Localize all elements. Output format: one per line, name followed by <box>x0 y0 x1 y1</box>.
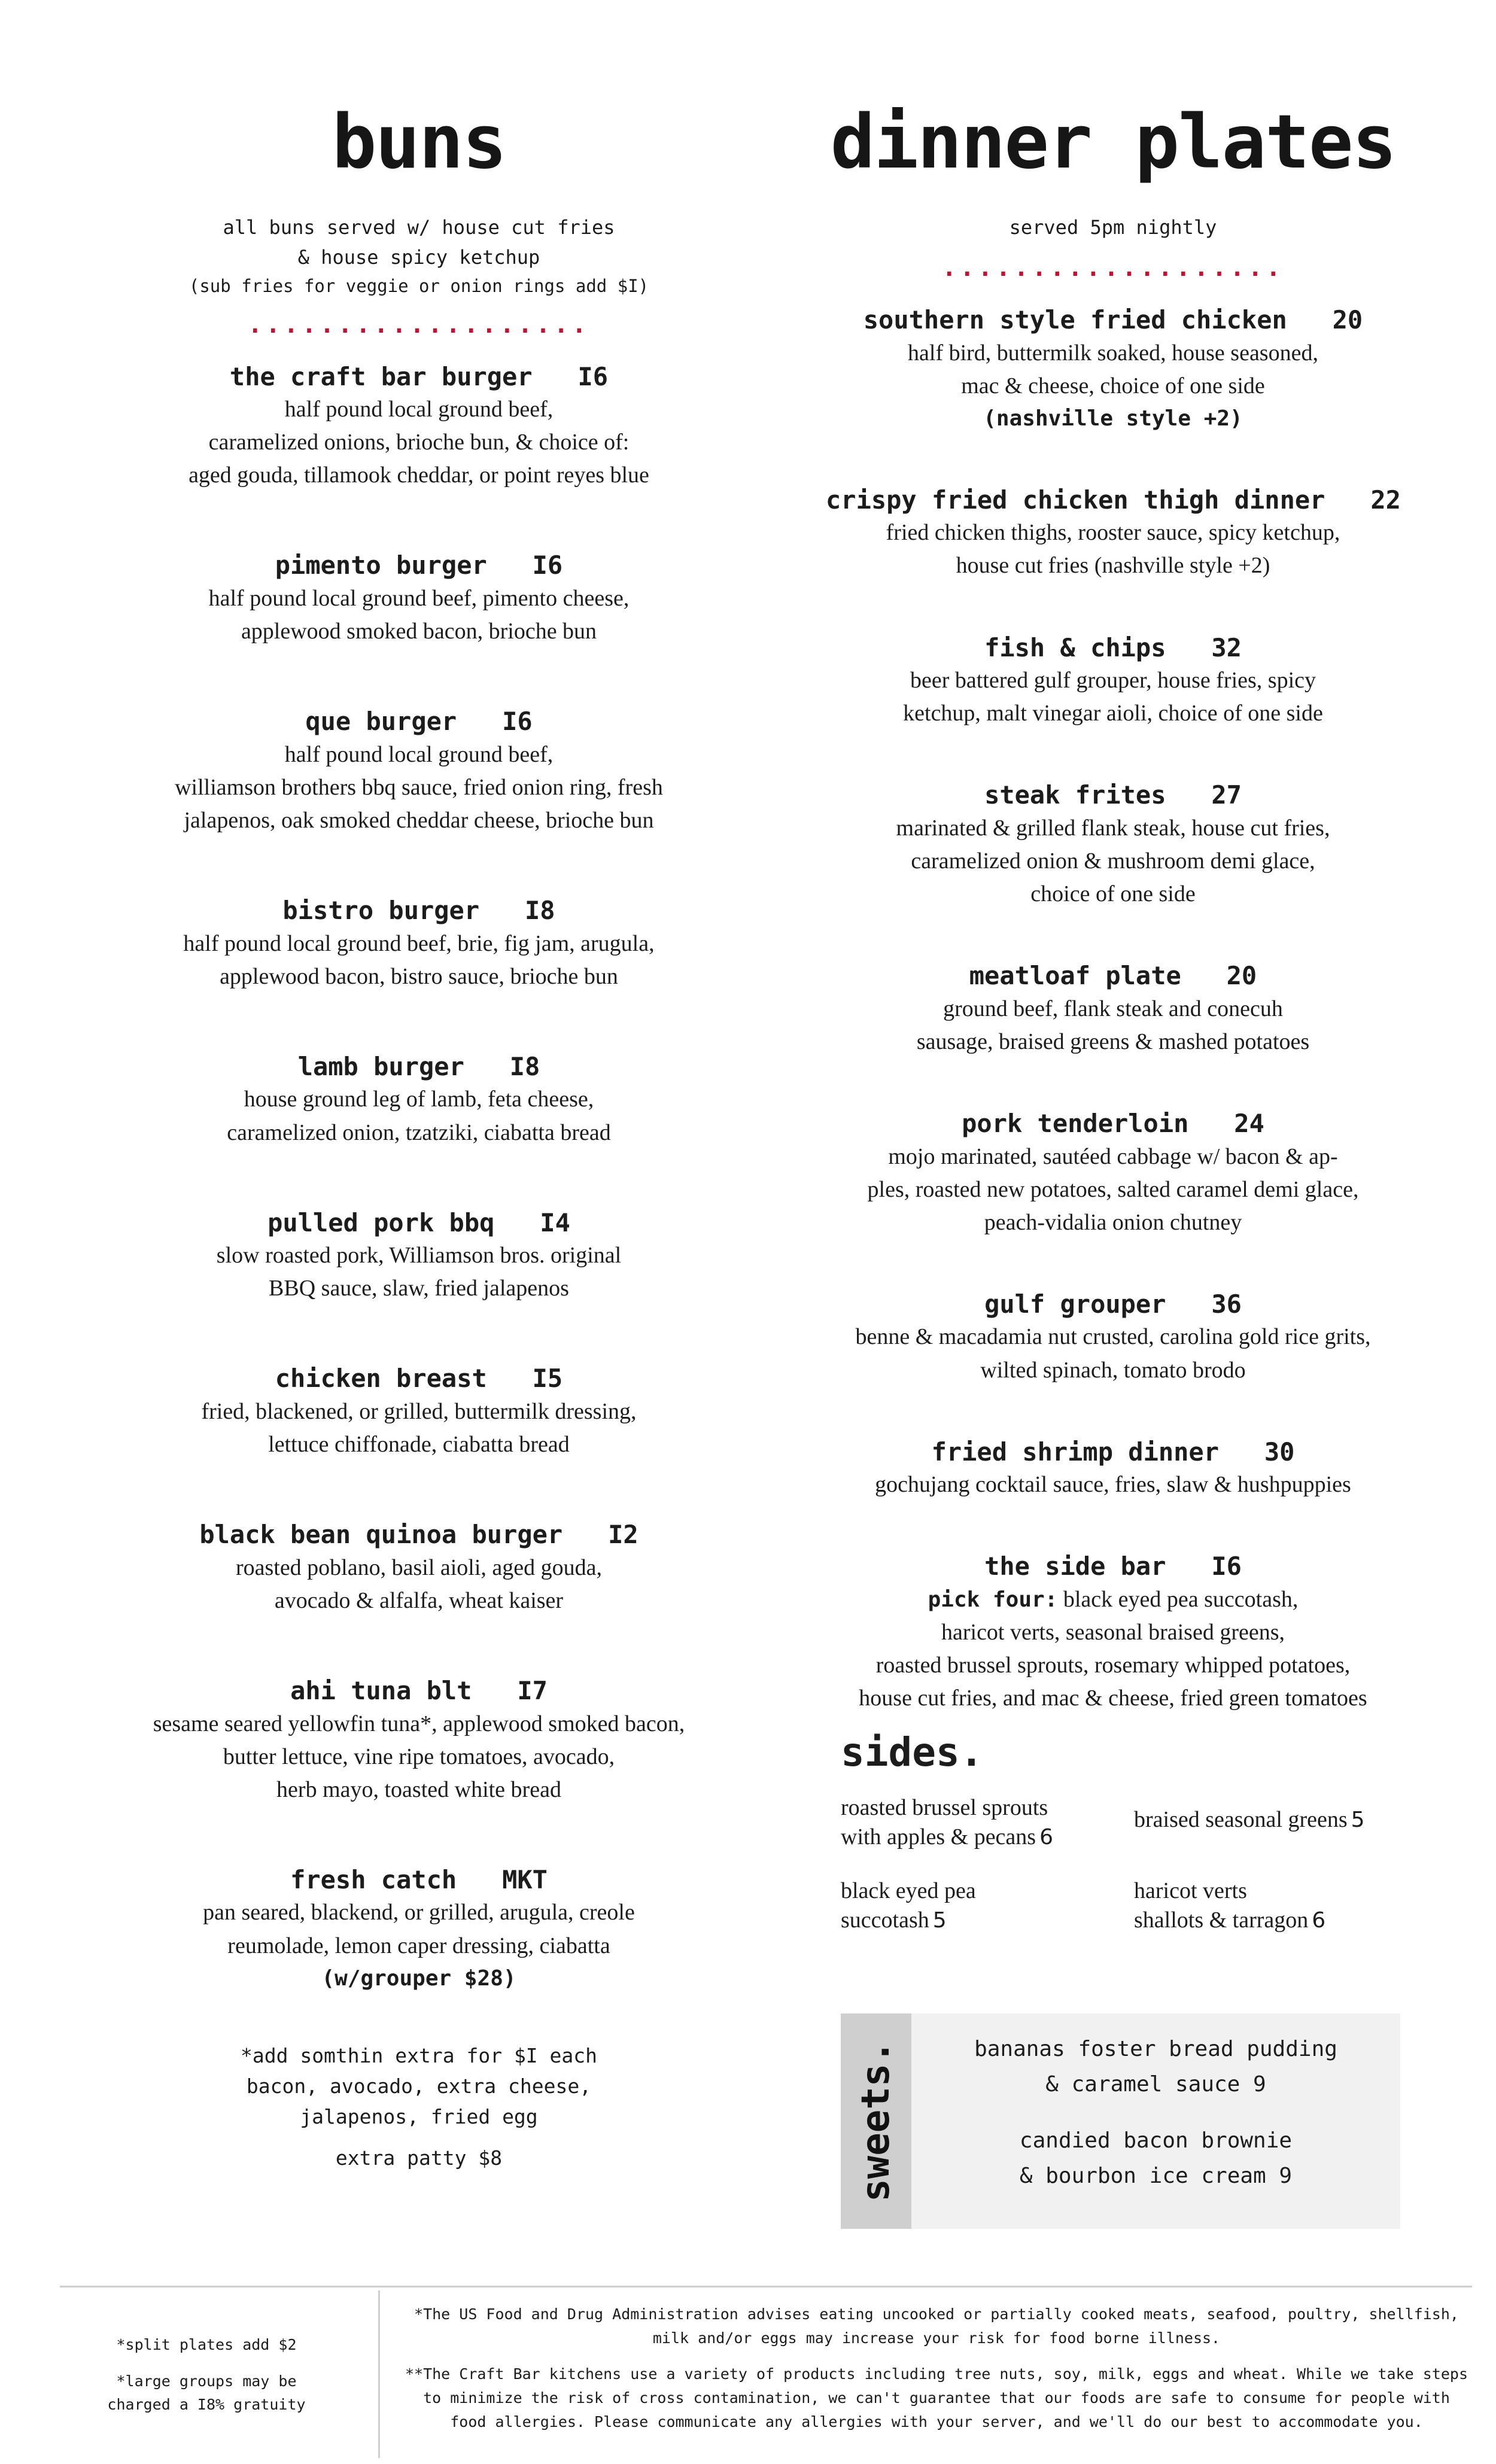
item-price: I2 <box>608 1520 638 1550</box>
side-item <box>841 1793 1134 1852</box>
item-description-line <box>826 845 1400 878</box>
sides-list <box>841 1793 1409 1936</box>
item-description-text: fried, blackened, or grilled, buttermilk dressing, <box>201 1398 637 1424</box>
menu-item <box>84 1207 754 1306</box>
item-description-text: jalapenos, oak smoked cheddar cheese, brioche bun <box>184 807 654 833</box>
add-extra-note <box>84 2040 754 2174</box>
item-description <box>826 516 1400 582</box>
item-description-text: reumolade, lemon caper dressing, ciabatta <box>227 1933 610 1958</box>
item-description-text: half pound local ground beef, <box>284 397 554 422</box>
item-description-line <box>826 1321 1400 1353</box>
side-item-text: black eyed pea <box>841 1878 976 1903</box>
sweets-panel <box>841 2013 1400 2229</box>
item-heading <box>826 1436 1400 1469</box>
menu-item <box>826 1288 1400 1387</box>
extra-patty-note: extra patty $8 <box>335 2146 503 2170</box>
item-description-text: beer battered gulf grouper, house fries, spicy <box>910 668 1316 693</box>
dinner-divider: ................... <box>942 254 1284 282</box>
item-name: pulled pork bbq <box>267 1207 495 1237</box>
side-item-text: braised seasonal greens <box>1134 1807 1348 1832</box>
item-name: gulf grouper <box>984 1289 1166 1319</box>
item-price: 32 <box>1211 632 1242 662</box>
dinner-intro <box>826 213 1400 243</box>
item-description-line <box>826 1468 1400 1501</box>
item-description-line <box>84 426 754 459</box>
large-groups-note <box>72 2370 341 2417</box>
side-item-line <box>841 1876 1134 1906</box>
item-heading <box>826 484 1400 517</box>
item-description-text: applewood smoked bacon, brioche bun <box>241 619 597 644</box>
menu-item <box>84 1864 754 1995</box>
item-price: 27 <box>1211 780 1242 810</box>
footer-disclaimers <box>401 2302 1472 2446</box>
item-heading <box>84 1519 754 1552</box>
menu-item <box>84 1675 754 1806</box>
item-description <box>84 738 754 837</box>
item-description-line <box>84 960 754 993</box>
item-description <box>826 1140 1400 1239</box>
item-description-line <box>84 927 754 960</box>
item-description-text: house ground leg of lamb, feta cheese, <box>244 1087 594 1112</box>
item-description <box>826 664 1400 730</box>
item-name: the craft bar burger <box>229 361 533 391</box>
item-description-text: mac & cheese, choice of one side <box>961 373 1265 399</box>
menu-item <box>84 361 754 492</box>
buns-item-list <box>84 361 754 1995</box>
menu-item <box>826 960 1400 1058</box>
footer-policies <box>72 2334 341 2429</box>
sweet-item-line <box>911 2123 1400 2158</box>
item-description <box>826 1583 1400 1715</box>
dinner-item-list <box>826 304 1400 1715</box>
footer-divider <box>60 2286 1472 2287</box>
side-item <box>1134 1793 1409 1852</box>
item-heading <box>826 1108 1400 1140</box>
item-description-text: house cut fries, and mac & cheese, fried green tomatoes <box>859 1686 1367 1711</box>
item-description-line <box>84 459 754 492</box>
item-description-line <box>826 370 1400 403</box>
sides-section <box>841 1729 1409 1936</box>
item-price: I6 <box>577 361 609 391</box>
item-description-text: applewood bacon, bistro sauce, brioche bun <box>220 963 618 989</box>
item-description-text: roasted brussel sprouts, rosemary whipped potatoes, <box>875 1653 1351 1678</box>
item-description <box>84 582 754 648</box>
item-heading <box>84 1207 754 1240</box>
sweet-item-text: & bourbon ice cream <box>1019 2164 1266 2189</box>
item-description-line <box>84 1708 754 1741</box>
sweet-item <box>911 2031 1400 2103</box>
item-description-text: aged gouda, tillamook cheddar, or point reyes blue <box>188 463 649 488</box>
item-description-text: half bird, buttermilk soaked, house seasoned, <box>908 340 1318 366</box>
item-description-text: choice of one side <box>1030 881 1196 907</box>
side-item-price: 5 <box>932 1908 947 1933</box>
large-groups-line: *large groups may be <box>116 2372 297 2390</box>
item-description-text: peach-vidalia onion chutney <box>984 1209 1242 1235</box>
side-item-price: 6 <box>1039 1825 1053 1850</box>
item-description-line <box>84 1272 754 1305</box>
item-description-line <box>826 1026 1400 1058</box>
item-price: 20 <box>1226 961 1257 991</box>
item-description <box>84 1896 754 1962</box>
item-description <box>84 1239 754 1305</box>
item-description-text: caramelized onion, tzatziki, ciabatta bread <box>227 1120 611 1145</box>
item-description-line <box>84 771 754 804</box>
item-description <box>826 812 1400 911</box>
buns-title: buns <box>332 99 506 185</box>
item-description-text: caramelized onions, brioche bun, & choice of: <box>208 430 630 455</box>
item-description <box>84 1395 754 1461</box>
side-item-line <box>841 1793 1134 1823</box>
item-description-line <box>84 1395 754 1428</box>
item-description-text: avocado & alfalfa, wheat kaiser <box>274 1587 564 1613</box>
item-description <box>84 1708 754 1806</box>
item-description-line <box>84 615 754 648</box>
item-description-text: roasted poblano, basil aioli, aged gouda, <box>235 1555 603 1580</box>
item-description-text: marinated & grilled flank steak, house cut fries, <box>896 815 1330 841</box>
fda-disclaimer: *The US Food and Drug Administration advises eating uncooked or partially cooked meats, seafood, poultry, shellfish, milk and/or eggs may increase your risk for food borne illness. <box>414 2305 1459 2347</box>
item-description-text: half pound local ground beef, brie, fig jam, arugula, <box>183 930 655 956</box>
menu-item <box>826 1436 1400 1502</box>
item-description-text: wilted spinach, tomato brodo <box>980 1357 1246 1383</box>
item-description-text: slow roasted pork, Williamson bros. original <box>216 1243 622 1268</box>
menu-item <box>826 1550 1400 1715</box>
item-description-line <box>826 1173 1400 1206</box>
item-description-line <box>84 1896 754 1929</box>
item-name: fresh catch <box>290 1864 457 1894</box>
item-description-text: haricot verts, seasonal braised greens, <box>941 1620 1285 1645</box>
menu-item <box>826 1108 1400 1239</box>
item-name: black bean quinoa burger <box>199 1520 563 1550</box>
menu-item <box>826 632 1400 731</box>
buns-divider: ................... <box>248 311 590 339</box>
item-description-text: half pound local ground beef, pimento cheese, <box>208 585 630 611</box>
item-description-line <box>84 738 754 771</box>
menu-item <box>826 304 1400 435</box>
buns-intro <box>84 213 754 299</box>
item-heading <box>84 895 754 927</box>
item-description-text: caramelized onion & mushroom demi glace, <box>911 848 1315 874</box>
item-heading <box>84 1675 754 1708</box>
item-heading <box>826 1550 1400 1583</box>
item-description-line <box>84 1552 754 1584</box>
item-description-line <box>826 549 1400 582</box>
footer-vertical-divider <box>378 2290 380 2458</box>
side-item-line <box>1134 1906 1409 1935</box>
item-description-text: williamson brothers bbq sauce, fried onion ring, fresh <box>175 774 663 800</box>
menu-item <box>84 1051 754 1149</box>
item-description-line <box>826 1354 1400 1387</box>
item-description-line <box>826 1140 1400 1173</box>
item-option: (nashville style +2) <box>983 406 1243 431</box>
side-item-text: haricot verts <box>1134 1878 1247 1903</box>
side-item-line <box>841 1906 1134 1935</box>
item-description-text: fried chicken thighs, rooster sauce, spicy ketchup, <box>886 520 1340 546</box>
item-description-line <box>84 1774 754 1806</box>
menu-item <box>84 549 754 648</box>
item-name: steak frites <box>984 780 1166 810</box>
item-description <box>84 927 754 993</box>
item-heading <box>826 632 1400 665</box>
item-description <box>84 1552 754 1617</box>
buns-intro-line: & house spicy ketchup <box>297 245 540 269</box>
item-name: pork tenderloin <box>962 1108 1189 1138</box>
item-description-line <box>826 1583 1400 1616</box>
add-extra-line: bacon, avocado, extra cheese, <box>246 2074 592 2098</box>
item-name: southern style fried chicken <box>863 305 1287 334</box>
sweet-item-price: 9 <box>1279 2164 1293 2189</box>
item-name: the side bar <box>984 1552 1166 1581</box>
item-description-text: herb mayo, toasted white bread <box>276 1776 561 1802</box>
item-option: (w/grouper $28) <box>321 1966 516 1991</box>
side-item <box>841 1876 1134 1936</box>
sweet-item-line <box>911 2158 1400 2194</box>
menu-item <box>84 705 754 837</box>
side-item <box>1134 1876 1409 1936</box>
item-price: 24 <box>1234 1108 1264 1138</box>
item-heading <box>826 960 1400 993</box>
item-description-line <box>84 1239 754 1272</box>
item-description-text: pan seared, blackend, or grilled, arugula, creole <box>203 1900 635 1925</box>
item-description-line <box>826 1616 1400 1649</box>
item-price: I6 <box>532 550 563 580</box>
sweet-item-line <box>911 2031 1400 2067</box>
item-heading <box>826 304 1400 337</box>
allergy-disclaimer: **The Craft Bar kitchens use a variety of products including tree nuts, soy, milk, eggs and wheat. While we take steps to minimize the risk of cross contamination, we can't guarantee that our foods are safe to consume for people with food allergies. Please communicate any allergies with your server, and we'll do our best to accommodate you. <box>405 2365 1468 2430</box>
side-item-line <box>1134 1805 1409 1835</box>
buns-intro-line: all buns served w/ house cut fries <box>223 216 615 239</box>
side-item-text: succotash <box>841 1908 929 1933</box>
item-lead: pick four: <box>928 1587 1058 1612</box>
item-description-text: benne & macadamia nut crusted, carolina gold rice grits, <box>855 1324 1371 1350</box>
item-price: 30 <box>1264 1437 1295 1467</box>
item-price: MKT <box>502 1864 548 1894</box>
item-heading <box>84 705 754 738</box>
item-price: I4 <box>540 1207 570 1237</box>
item-heading <box>826 779 1400 812</box>
item-heading <box>84 549 754 582</box>
item-description-text: BBQ sauce, slaw, fried jalapenos <box>269 1276 569 1301</box>
item-price: 36 <box>1211 1289 1242 1319</box>
item-description <box>826 1321 1400 1386</box>
item-name: lamb burger <box>297 1051 464 1081</box>
item-name: ahi tuna blt <box>290 1675 472 1705</box>
item-description-line <box>84 1930 754 1963</box>
item-description-text: house cut fries (nashville style +2) <box>956 553 1270 579</box>
dinner-title: dinner plates <box>830 99 1396 185</box>
sweet-item <box>911 2123 1400 2194</box>
item-name: meatloaf plate <box>969 961 1181 991</box>
item-description-line <box>826 1649 1400 1682</box>
item-heading <box>826 1288 1400 1321</box>
item-description-text: black eyed pea succotash, <box>1063 1586 1299 1612</box>
item-name: pimento burger <box>275 550 487 580</box>
item-description-line <box>84 1584 754 1617</box>
item-description-line <box>84 1741 754 1774</box>
item-description-line <box>826 516 1400 549</box>
sweet-item-price: 9 <box>1253 2072 1266 2097</box>
item-description-text: ples, roasted new potatoes, salted caramel demi glace, <box>867 1176 1359 1202</box>
item-description-line <box>826 1682 1400 1715</box>
item-price: I6 <box>1211 1552 1242 1581</box>
item-description-line <box>826 993 1400 1026</box>
menu-item <box>826 484 1400 583</box>
add-extra-line: *add somthin extra for $I each <box>240 2043 598 2067</box>
item-heading <box>84 361 754 394</box>
item-description <box>84 1083 754 1149</box>
item-name: fried shrimp dinner <box>931 1437 1219 1467</box>
sweets-title: sweets. <box>854 2040 898 2202</box>
item-description <box>826 1468 1400 1501</box>
sweet-item-text: candied bacon brownie <box>1019 2128 1293 2153</box>
item-price: I8 <box>525 896 555 926</box>
menu-item <box>84 1519 754 1617</box>
item-description-line <box>84 393 754 426</box>
item-description-text: ground beef, flank steak and conecuh <box>943 996 1283 1021</box>
item-description <box>826 337 1400 403</box>
item-description-line <box>826 878 1400 911</box>
item-description-line <box>84 1083 754 1116</box>
sweet-item-text: bananas foster bread pudding <box>974 2037 1337 2061</box>
sweet-item-text: & caramel sauce <box>1045 2072 1240 2097</box>
menu-item <box>826 779 1400 911</box>
item-price: I6 <box>502 707 533 737</box>
side-item-text: roasted brussel sprouts <box>841 1795 1048 1820</box>
item-description-text: sausage, braised greens & mashed potatoes <box>916 1029 1310 1054</box>
item-description-line <box>826 664 1400 697</box>
split-plates-note: *split plates add $2 <box>116 2336 297 2353</box>
item-description-text: gochujang cocktail sauce, fries, slaw & hushpuppies <box>875 1472 1351 1498</box>
buns-section <box>84 99 754 2173</box>
item-price: I8 <box>509 1051 540 1081</box>
item-description-line <box>84 1117 754 1149</box>
item-name: fish & chips <box>984 632 1166 662</box>
buns-intro-line: (sub fries for veggie or onion rings add $I) <box>188 275 649 296</box>
menu-item <box>84 895 754 993</box>
item-name: chicken breast <box>275 1364 487 1394</box>
item-description-line <box>84 804 754 837</box>
side-item-line <box>841 1823 1134 1852</box>
item-description <box>826 993 1400 1058</box>
item-heading <box>84 1362 754 1395</box>
side-item-text: shallots & tarragon <box>1134 1908 1309 1933</box>
item-description-text: mojo marinated, sautéed cabbage w/ bacon & ap- <box>888 1143 1338 1169</box>
sides-title: sides. <box>841 1729 984 1775</box>
side-item-price: 6 <box>1312 1908 1326 1933</box>
item-name: que burger <box>305 707 457 737</box>
item-description-line <box>84 582 754 615</box>
add-extra-line: jalapenos, fried egg <box>300 2104 538 2128</box>
item-description-text: butter lettuce, vine ripe tomatoes, avocado, <box>223 1744 615 1769</box>
item-name: bistro burger <box>282 896 480 926</box>
item-description-line <box>826 697 1400 730</box>
item-description-text: sesame seared yellowfin tuna*, applewood smoked bacon, <box>153 1711 685 1736</box>
item-price: I5 <box>532 1364 563 1394</box>
side-item-text: with apples & pecans <box>841 1824 1036 1850</box>
item-description-line <box>826 337 1400 370</box>
sweet-item-line <box>911 2067 1400 2102</box>
item-price: I7 <box>517 1675 548 1705</box>
dinner-section <box>826 99 1401 1764</box>
item-description-line <box>826 812 1400 845</box>
item-heading <box>84 1864 754 1897</box>
side-item-price: 5 <box>1351 1808 1365 1832</box>
item-description-text: ketchup, malt vinegar aioli, choice of one side <box>903 701 1323 726</box>
side-item-line <box>1134 1876 1409 1906</box>
dinner-intro-line: served 5pm nightly <box>1009 216 1217 239</box>
item-description-text: lettuce chiffonade, ciabatta bread <box>268 1432 570 1458</box>
item-description-line <box>826 1206 1400 1239</box>
item-heading <box>84 1051 754 1084</box>
item-price: 22 <box>1370 485 1401 515</box>
sweets-list <box>911 2031 1400 2214</box>
item-name: crispy fried chicken thigh dinner <box>826 485 1325 515</box>
item-description-line <box>84 1428 754 1461</box>
item-description <box>84 393 754 492</box>
large-groups-line: charged a I8% gratuity <box>107 2395 306 2413</box>
item-description-text: half pound local ground beef, <box>284 741 554 767</box>
item-price: 20 <box>1332 305 1363 334</box>
menu-item <box>84 1362 754 1461</box>
